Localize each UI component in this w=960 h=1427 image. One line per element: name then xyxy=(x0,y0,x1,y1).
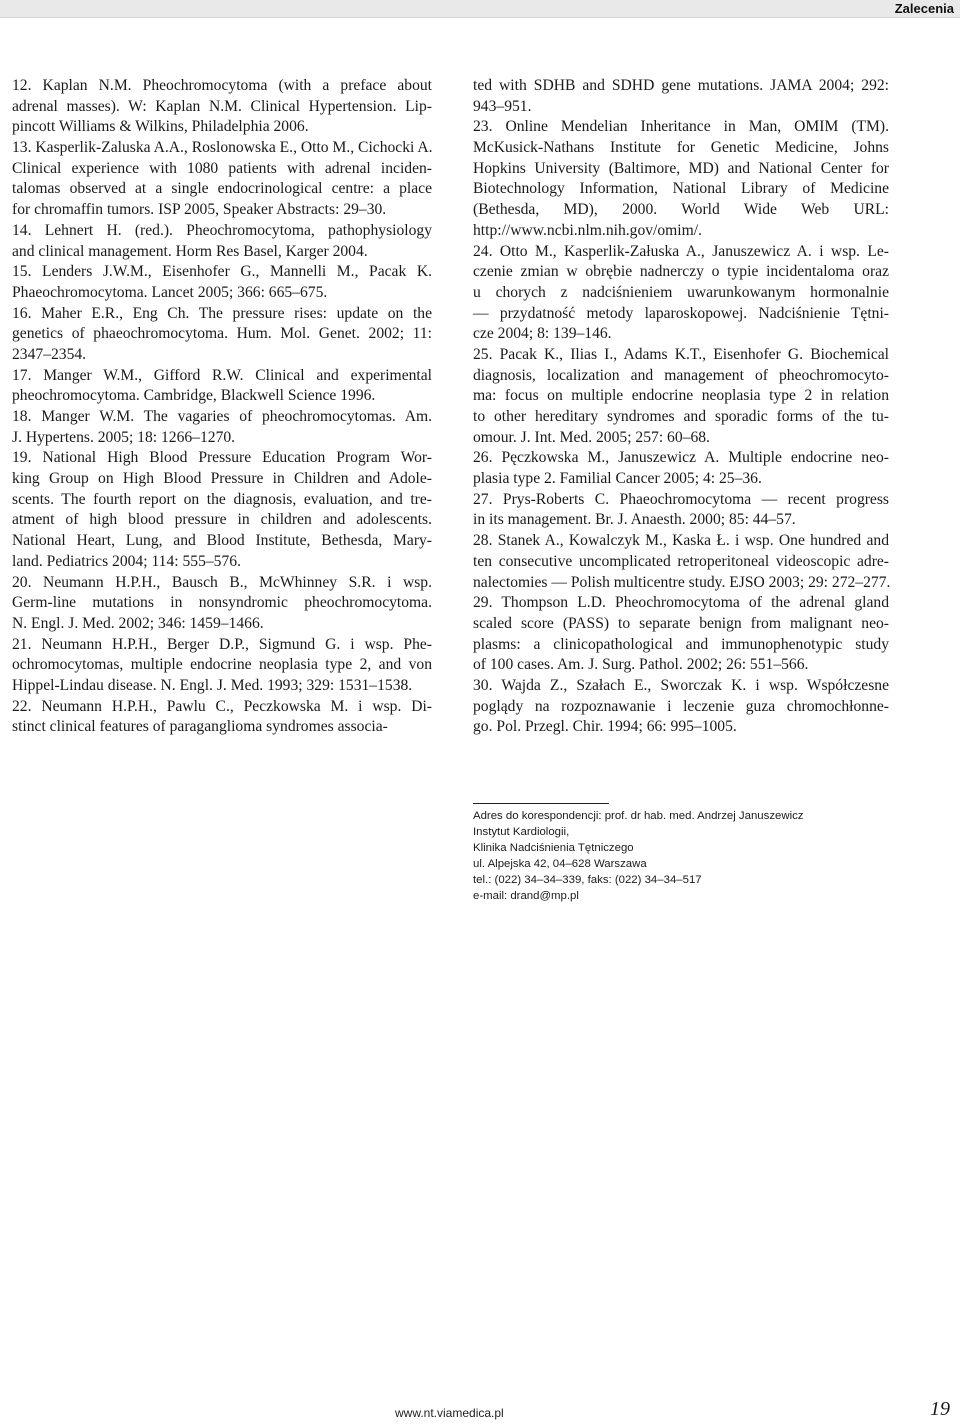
reference-line: nalectomies — Polish multicentre study. EJSO 2003; 29: 272–277. xyxy=(473,573,891,591)
reference-line: czenie zmian w obrębie nadnerczy o typie incidentaloma oraz xyxy=(473,263,889,281)
reference-line: genetics of phaeochromocytoma. Hum. Mol. Genet. 2002; 11: xyxy=(12,325,432,343)
reference-line: atment of high blood pressure in children and adolescents. xyxy=(12,511,432,529)
reference-line: scents. The fourth report on the diagnosis, evaluation, and tre- xyxy=(12,490,432,508)
reference-line: talomas observed at a single endocrinological centre: a place xyxy=(12,180,432,198)
page-number: 19 xyxy=(930,1398,950,1420)
reference-line: 17. Manger W.M., Gifford R.W. Clinical and experimental xyxy=(12,366,432,384)
reference-line: 26. Pęczkowska M., Januszewicz A. Multiple endocrine neo- xyxy=(473,449,889,467)
references-right-column xyxy=(473,76,889,738)
reference-line: 20. Neumann H.P.H., Bausch B., McWhinney S.R. i wsp. xyxy=(12,573,432,591)
reference-line: 27. Prys-Roberts C. Phaeochromocytoma — recent progress xyxy=(473,490,889,508)
reference-line: 18. Manger W.M. The vagaries of pheochromocytomas. Am. xyxy=(12,408,432,425)
reference-line: 12. Kaplan N.M. Pheochromocytoma (with a preface about xyxy=(12,77,432,94)
reference-line: 29. Thompson L.D. Pheochromocytoma of the adrenal gland xyxy=(473,594,889,612)
reference-line: cze 2004; 8: 139–146. xyxy=(473,325,612,343)
reference-line: pincott Williams & Wilkins, Philadelphia 2006. xyxy=(12,118,309,136)
reference-line: 24. Otto M., Kasperlik-Załuska A., Januszewicz A. i wsp. Le- xyxy=(473,242,889,260)
reference-line: u chorych z nadciśnieniem uwarunkowanym hormonalnie xyxy=(473,283,889,301)
correspondence-divider xyxy=(473,803,609,804)
reference-line: http://www.ncbi.nlm.nih.gov/omim/. xyxy=(473,221,702,239)
reference-line: 943–951. xyxy=(473,97,532,115)
reference-line: diagnosis, localization and management of pheochromocyto- xyxy=(473,366,889,384)
reference-line: adrenal masses). W: Kaplan N.M. Clinical Hypertension. Lip- xyxy=(12,97,432,115)
reference-line: Hippel-Lindau disease. N. Engl. J. Med. 1993; 329: 1531–1538. xyxy=(12,676,413,694)
address-line: Klinika Nadciśnienia Tętniczego xyxy=(473,842,634,855)
reference-line: 14. Lehnert H. (red.). Pheochromocytoma, pathophysiology xyxy=(12,221,432,239)
reference-line: McKusick-Nathans Institute for Genetic Medicine, Johns xyxy=(473,139,889,157)
reference-line: 21. Neumann H.P.H., Berger D.P., Sigmund G. i wsp. Phe- xyxy=(12,635,432,653)
reference-line: pheochromocytoma. Cambridge, Blackwell Science 1996. xyxy=(12,387,376,405)
reference-line: Germ-line mutations in nonsyndromic pheochromocytoma. xyxy=(12,594,432,612)
header-bar xyxy=(0,0,960,18)
reference-line: 28. Stanek A., Kowalczyk M., Kaska Ł. i wsp. One hundred and xyxy=(473,532,889,550)
reference-line: for chromaffin tumors. ISP 2005, Speaker Abstracts: 29–30. xyxy=(12,201,387,219)
reference-line: king Group on High Blood Pressure in Children and Adole- xyxy=(12,470,432,488)
reference-line: plasia type 2. Familial Cancer 2005; 4: 25–36. xyxy=(473,470,762,488)
reference-line: go. Pol. Przegl. Chir. 1994; 66: 995–1005. xyxy=(473,718,737,736)
reference-line: 22. Neumann H.P.H., Pawlu C., Peczkowska M. i wsp. Di- xyxy=(12,697,432,715)
reference-line: ma: focus on multiple endocrine neoplasia type 2 in relation xyxy=(473,387,889,405)
reference-line: 16. Maher E.R., Eng Ch. The pressure rises: update on the xyxy=(12,304,432,322)
reference-line: 15. Lenders J.W.M., Eisenhofer G., Mannelli M., Pacak K. xyxy=(12,263,432,281)
reference-line: — przydatność metody laparoskopowej. Nadciśnienie Tętni- xyxy=(473,304,889,322)
reference-line: National Heart, Lung, and Blood Institute, Bethesda, Mary- xyxy=(12,532,432,550)
correspondence-address xyxy=(473,808,913,905)
reference-line: ochromocytomas, multiple endocrine neoplasia type 2, and von xyxy=(12,656,432,674)
reference-line: Biotechnology Information, National Library of Medicine xyxy=(473,180,889,198)
reference-line: 23. Online Mendelian Inheritance in Man, OMIM (TM). xyxy=(473,118,889,136)
reference-line: plasms: a clinicopathological and immunophenotypic study xyxy=(473,635,889,653)
reference-line: omour. J. Int. Med. 2005; 257: 60–68. xyxy=(473,428,710,446)
footer-url: www.nt.viamedica.pl xyxy=(395,1406,504,1420)
reference-line: poglądy na rozpoznawanie i leczenie guza chromochłonne- xyxy=(473,697,889,715)
reference-line: to other hereditary syndromes and sporadic forms of the tu- xyxy=(473,408,889,425)
reference-line: and clinical management. Horm Res Basel, Karger 2004. xyxy=(12,242,368,260)
reference-line: in its management. Br. J. Anaesth. 2000; 85: 44–57. xyxy=(473,511,796,529)
reference-line: (Bethesda, MD), 2000. World Wide Web URL: xyxy=(473,201,889,219)
reference-line: ted with SDHB and SDHD gene mutations. JAMA 2004; 292: xyxy=(473,77,889,94)
reference-line: 30. Wajda Z., Szałach E., Sworczak K. i wsp. Współczesne xyxy=(473,676,889,694)
address-line: Instytut Kardiologii, xyxy=(473,826,570,839)
reference-line: 2347–2354. xyxy=(12,345,87,363)
reference-line: Hopkins University (Baltimore, MD) and National Center for xyxy=(473,159,889,177)
reference-line: land. Pediatrics 2004; 114: 555–576. xyxy=(12,552,241,570)
section-label: Zalecenia xyxy=(894,1,954,16)
references-left-column xyxy=(12,76,432,738)
address-line: ul. Alpejska 42, 04–628 Warszawa xyxy=(473,858,647,871)
reference-line: Clinical experience with 1080 patients with adrenal inciden- xyxy=(12,159,432,177)
reference-line: 13. Kasperlik-Zaluska A.A., Roslonowska E., Otto M., Cichocki A. xyxy=(12,139,433,157)
address-line: e-mail: drand@mp.pl xyxy=(473,890,579,903)
reference-line: of 100 cases. Am. J. Surg. Pathol. 2002; 26: 551–566. xyxy=(473,656,809,674)
reference-line: J. Hypertens. 2005; 18: 1266–1270. xyxy=(12,428,236,446)
reference-line: Phaeochromocytoma. Lancet 2005; 366: 665–675. xyxy=(12,283,328,301)
reference-line: N. Engl. J. Med. 2002; 346: 1459–1466. xyxy=(12,614,264,632)
reference-line: 19. National High Blood Pressure Education Program Wor- xyxy=(12,449,432,467)
reference-line: ten consecutive uncomplicated retroperitoneal videoscopic adre- xyxy=(473,552,889,570)
address-line: tel.: (022) 34–34–339, faks: (022) 34–34–517 xyxy=(473,874,702,887)
reference-line: scaled score (PASS) to separate benign from malignant neo- xyxy=(473,614,889,632)
address-line: Adres do korespondencji: prof. dr hab. med. Andrzej Januszewicz xyxy=(473,810,804,822)
reference-line: stinct clinical features of paraganglioma syndromes associa- xyxy=(12,718,388,736)
reference-line: 25. Pacak K., Ilias I., Adams K.T., Eisenhofer G. Biochemical xyxy=(473,345,889,363)
